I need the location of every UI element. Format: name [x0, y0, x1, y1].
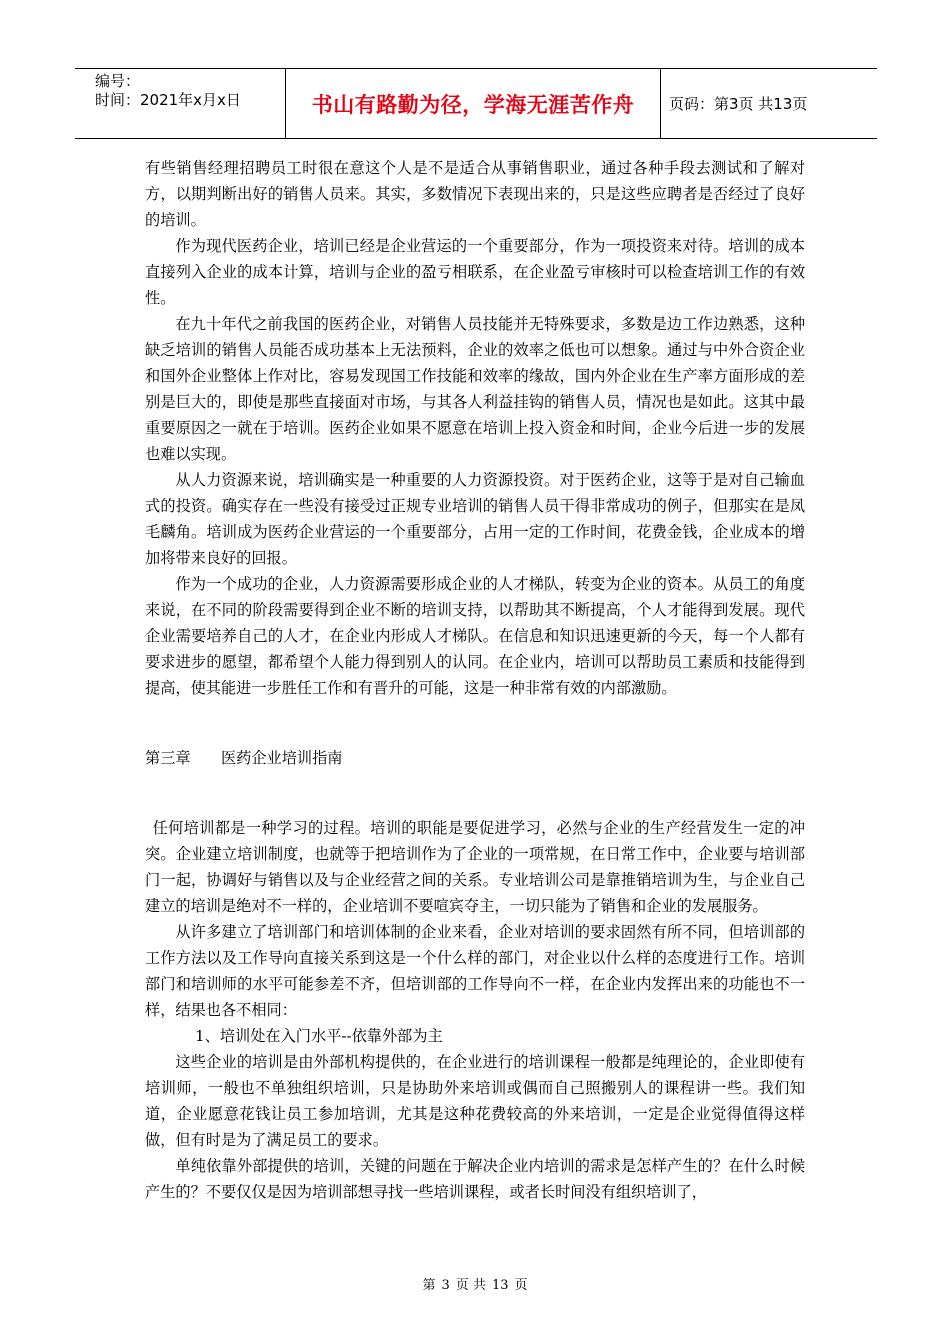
paragraph: 这些企业的培训是由外部机构提供的，在企业进行的培训课程一般都是纯理论的，企业即使有培训师，一般也不单独组织培训，只是协助外来培训或偶而自己照搬别人的课程讲一些。我们知道，企业愿意花钱让员工参加培训，尤其是这种花费较高的外来培训，一定是企业觉得值得这样做，但有时是为了满足员工的要求。 [145, 1053, 805, 1149]
paragraph: 单纯依靠外部提供的培训，关键的问题在于解决企业内培训的需求是怎样产生的？在什么时候产生的？不要仅仅是因为培训部想寻找一些培训课程，或者长时间没有组织培训了， [145, 1157, 805, 1201]
paragraph: 有些销售经理招聘员工时很在意这个人是不是适合从事销售职业，通过各种手段去测试和了解对方，以期判断出好的销售人员来。其实，多数情况下表现出来的，只是这些应聘者是否经过了良好的培训。 [145, 159, 805, 229]
header-page-info [661, 69, 877, 138]
footer-prefix: 第 [422, 1278, 436, 1293]
paragraph: 作为一个成功的企业，人力资源需要形成企业的人才梯队，转变为企业的资本。从员工的角度来说，在不同的阶段需要得到企业不断的培训支持，以帮助其不断提高，个人才能得到发展。现代企业需要培养自己的人才，在企业内形成人才梯队。在信息和知识迅速更新的今天，每一个人都有要求进步的愿望，都希望个人能力得到别人的认同。在企业内，培训可以帮助员工素质和技能得到提高，使其能进一步胜任工作和有晋升的可能，这是一种非常有效的内部激励。 [145, 575, 805, 697]
number-label: 编号： [95, 72, 141, 90]
time-label: 时间：2021年x月x日 [95, 91, 241, 109]
paragraph: 从人力资源来说，培训确实是一种重要的人力资源投资。对于医药企业，这等于是对自己输血式的投资。确实存在一些没有接受过正规专业培训的销售人员干得非常成功的例子，但那实在是凤毛麟角。培训成为医药企业营运的一个重要部分，占用一定的工作时间，花费金钱，企业成本的增加将带来良好的回报。 [145, 471, 805, 567]
header-meta [75, 69, 285, 138]
header-motto-cell [285, 69, 661, 138]
footer-mid: 页 共 [455, 1278, 486, 1293]
paragraph: 任何培训都是一种学习的过程。培训的职能是要促进学习，必然与企业的生产经营发生一定的冲突。企业建立培训制度，也就等于把培训作为了企业的一项常规，在日常工作中，企业要与培训部门一起，协调好与销售以及与企业经营之间的关系。专业培训公司是靠推销培训为生，与企业自己建立的培训是绝对不一样的，企业培训不要喧宾夺主，一切只能为了销售和企业的发展服务。 [145, 819, 805, 915]
footer-page-num: 3 [441, 1278, 450, 1293]
page-footer [0, 1274, 950, 1293]
motto: 书山有路勤为径，学海无涯苦作舟 [311, 92, 635, 117]
paragraph: 从许多建立了培训部门和培训体制的企业来看，企业对培训的要求固然有所不同，但培训部的工作方法以及工作导向直接关系到这是一个什么样的部门，对企业以什么样的态度进行工作。培训部门和培训师的水平可能参差不齐，但培训部的工作导向不一样，在企业内发挥出来的功能也不一样，结果也各不相同： [145, 923, 805, 1019]
page-header [75, 68, 877, 139]
page-info: 页码：第3页 共13页 [669, 95, 808, 113]
document-body [145, 155, 805, 1205]
footer-page-total: 13 [491, 1278, 509, 1293]
footer-suffix: 页 [514, 1278, 528, 1293]
paragraph: 在九十年代之前我国的医药企业，对销售人员技能并无特殊要求，多数是边工作边熟悉，这种缺乏培训的销售人员能否成功基本上无法预料，企业的效率之低也可以想象。通过与中外合资企业和国外企业整体上作对比，容易发现国工作技能和效率的缘故，国内外企业在生产率方面形成的差别是巨大的，即使是那些直接面对市场，与其各人利益挂钩的销售人员，情况也是如此。这其中最重要原因之一就在于培训。医药企业如果不愿意在培训上投入资金和时间，企业今后进一步的发展也难以实现。 [145, 315, 805, 463]
paragraph: 作为现代医药企业，培训已经是企业营运的一个重要部分，作为一项投资来对待。培训的成本直接列入企业的成本计算，培训与企业的盈亏相联系，在企业盈亏审核时可以检查培训工作的有效性。 [145, 237, 805, 307]
section-subheading: 1、培训处在入门水平--依靠外部为主 [195, 1027, 443, 1045]
chapter-title: 第三章 医药企业培训指南 [145, 749, 343, 767]
